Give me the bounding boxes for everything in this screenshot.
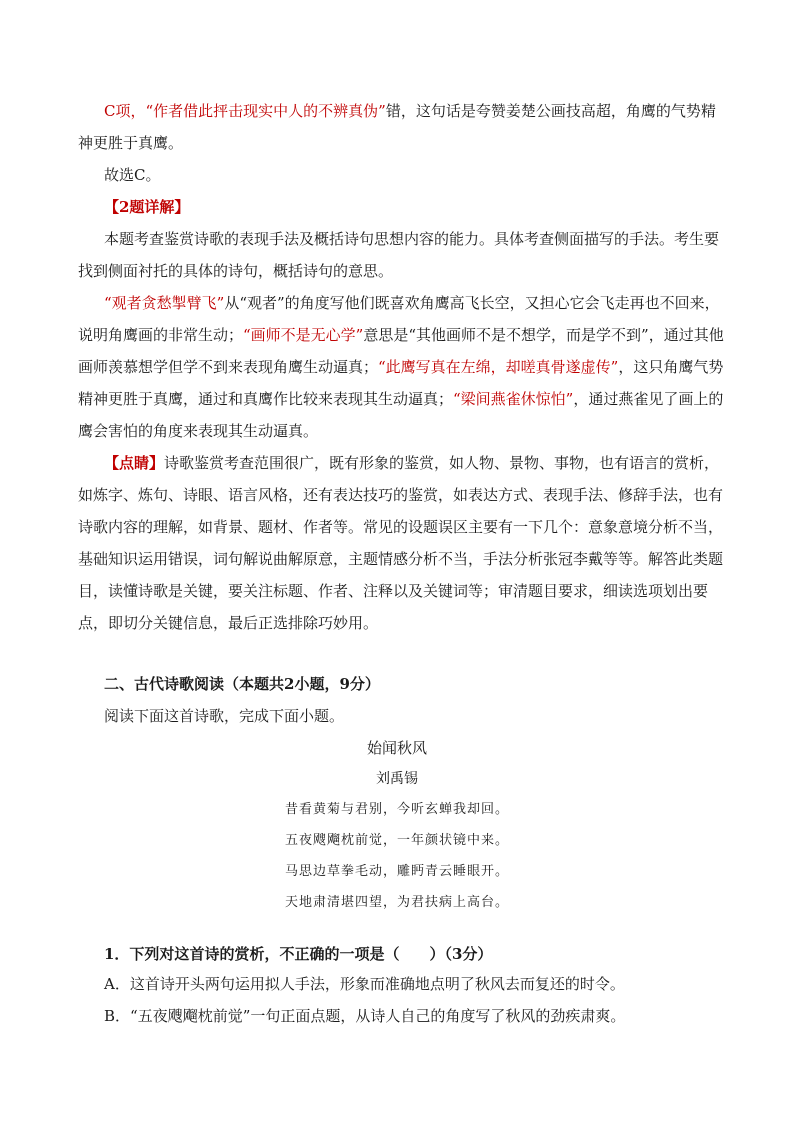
detail-paragraph: 本题考查鉴赏诗歌的表现手法及概括诗句思想内容的能力。具体考查侧面描写的手法。考生要找到侧面衬托的具体的诗句，概括诗句的意思。 (78, 230, 720, 280)
poem-line: 昔看黄菊与君别，今听玄蝉我却回。 (284, 802, 509, 817)
analysis-c-rest: 错，这句话是夸赞姜楚公画技高超，角鹰的 (385, 102, 671, 120)
text-2: 意思是“其他画师不是不想学，而是学不到”，通过其他画师羡慕想学但学不到来表现角鹰生动逼真； (78, 326, 724, 376)
poem-line: 五夜飕飗枕前觉，一年颜状镜中来。 (284, 833, 509, 848)
text-4: ，通过燕雀见了画上的鹰会害怕的角度来表现其生动逼真。 (78, 390, 724, 440)
analysis-paragraph (78, 287, 728, 447)
quote-1: “观者贪愁掣臂飞” (104, 294, 225, 312)
poem-author: 刘禹锡 (376, 771, 418, 787)
analysis-c-prefix: C项， (104, 102, 146, 120)
section-heading: 二、古代诗歌阅读（本题共2小题，9分） (104, 675, 380, 693)
question-1-stem: 1．下列对这首诗的赏析，不正确的一项是（ ）（3分） (104, 945, 493, 963)
poem-title: 始闻秋风 (366, 739, 427, 757)
poem-line: 天地肃清堪四望，为君扶病上高台。 (284, 895, 509, 910)
detail-tag: 【2题详解】 (104, 198, 190, 216)
quote-3: “此鹰写真在左绵，却嗟真骨遂虚传” (378, 358, 619, 376)
analysis-c-line2: 气势精神更胜于真鹰。 (78, 102, 716, 152)
analysis-c-quote: “作者借此抨击现实中人的不辨真伪” (145, 102, 386, 120)
poem-line: 马思边草拳毛动，雕眄青云睡眼开。 (284, 864, 509, 879)
dianjing-text: 诗歌鉴赏考查范围很广，既有形象的鉴赏，如人物、景物、事物，也有语言的赏析，如炼字、炼句、诗眼、语言风格，还有表达技巧的鉴赏，如表达方式、表现手法、修辞手法，也有诗歌内容的理解，如背景、题材、作者等。常见的设题误区主要有一下几个：意象意境分析不当，基础知识运用错误，词句解说曲解原意，主题情感分析不当，手法分析张冠李戴等等。解答此类题目，读懂诗歌是关键，要关注标题、作者、注释以及关键词等；审清题目要求，细读选项划出要点，即切分关键信息，最后正选排除巧妙用。 (78, 454, 724, 632)
answer-line: 故选C。 (104, 166, 161, 184)
analysis-c-paragraph (78, 95, 728, 159)
dianjing-tag: 【点睛】 (104, 454, 165, 472)
option-a: A．这首诗开头两句运用拟人手法，形象而准确地点明了秋风去而复还的时令。 (104, 975, 625, 993)
quote-4: “梁间燕雀休惊怕” (453, 390, 574, 408)
option-b: B．“五夜飕飗枕前觉”一句正面点题，从诗人自己的角度写了秋风的劲疾肃爽。 (104, 1007, 626, 1025)
text-1: 从“观者”的角度写他们既喜欢角鹰高飞长空，又担心它会飞走再也不回来，说明角鹰画的非常生动； (78, 294, 720, 344)
text-3: ，这只角鹰气势精神更胜于真鹰，通过和真鹰作比较来表现其生动逼真； (78, 358, 724, 408)
dianjing-paragraph (78, 447, 728, 639)
section-instruction: 阅读下面这首诗歌，完成下面小题。 (104, 707, 345, 725)
quote-2: “画师不是无心学” (243, 326, 364, 344)
